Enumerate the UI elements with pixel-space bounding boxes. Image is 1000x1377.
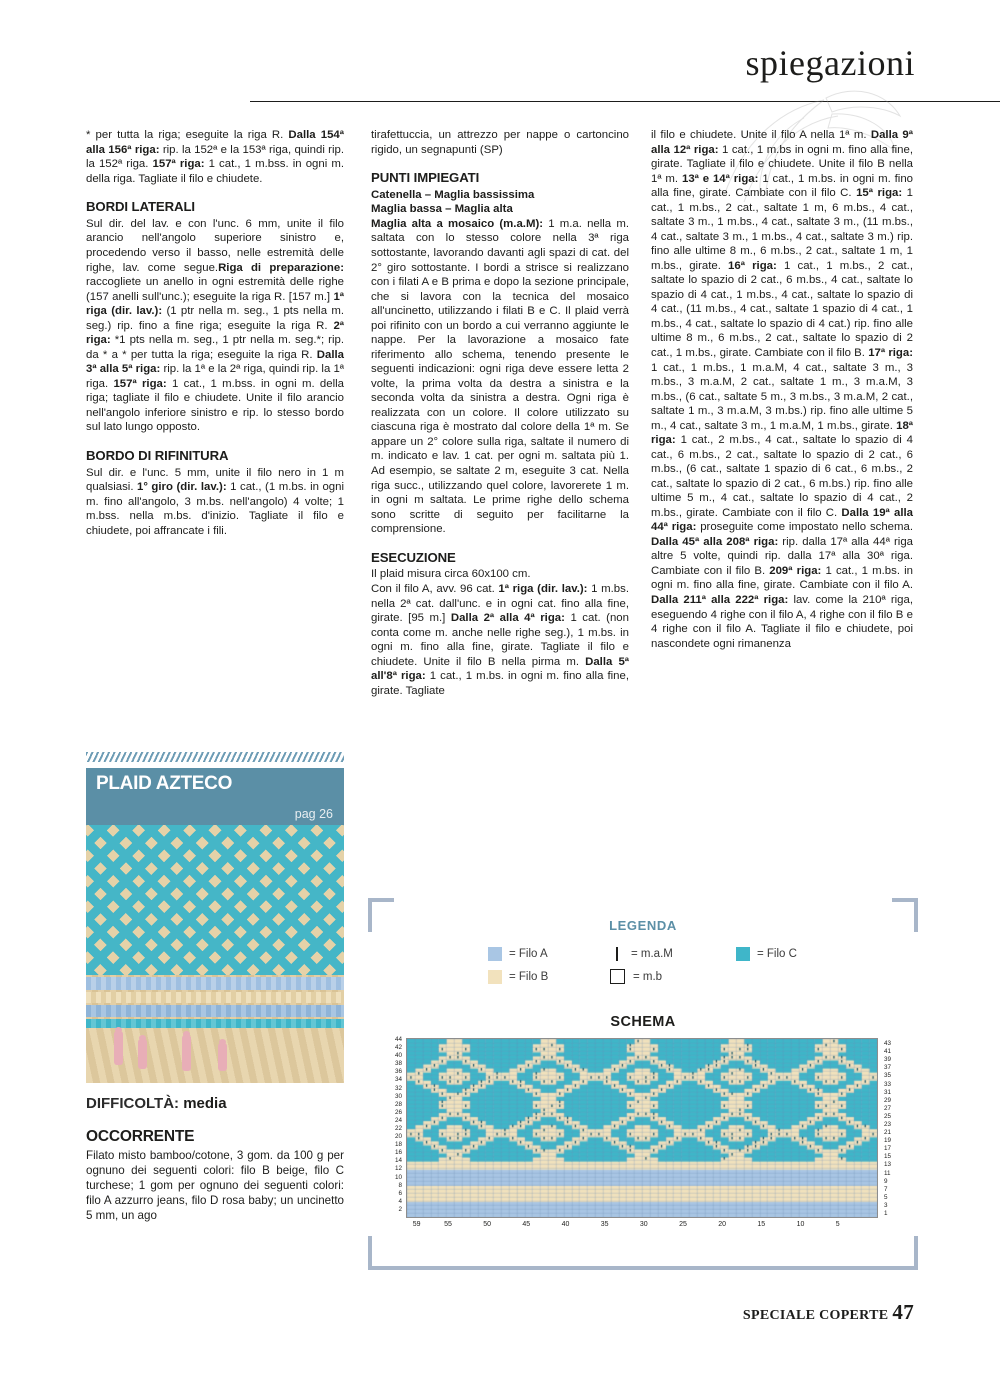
text-run: proseguite come impostato nello schema. [696, 521, 914, 534]
schema-title: SCHEMA [610, 1014, 676, 1030]
legend-label-filo-b: = Filo B [509, 970, 549, 983]
card-page-reference: pag 26 [294, 807, 333, 821]
emphasis-run: 1° giro (dir. lav.): [137, 481, 227, 494]
text-run: Sul dir. e l'unc. 5 mm, unite il filo nero in 1 m qualsiasi. [86, 466, 344, 494]
text-run: * per tutta la riga; eseguite la riga R. [86, 129, 289, 141]
axis-tick-right: 27 [884, 1104, 892, 1112]
axis-tick-bottom: 40 [561, 1221, 570, 1228]
emphasis-run: Maglia alta a mosaico (m.a.M): [371, 217, 544, 230]
axis-tick-left: 44 [394, 1036, 402, 1044]
paragraph-continuation [86, 128, 344, 186]
emphasis-run: Dalla 3ª alla 5ª riga: [86, 348, 344, 376]
chart-axis-bottom [406, 1220, 878, 1234]
axis-tick-left: 38 [394, 1060, 402, 1068]
punti-line-1: Catenella – Maglia bassissima [371, 188, 535, 201]
legend-label-mam: = m.a.M [631, 947, 673, 960]
text-column-2 [371, 128, 629, 698]
axis-tick-right: 9 [884, 1177, 888, 1185]
axis-tick-left: 18 [394, 1141, 402, 1149]
axis-tick-right: 29 [884, 1096, 892, 1104]
emphasis-run: Dalla 9ª alla 12ª riga: [651, 129, 913, 156]
text-run: lav. come la 210ª riga, eseguendo 4 righe con il filo A, 4 righe con il filo B e 4 righe con il filo A. Tagliate il filo e chiudete, poi nascondete ogni rimanenza [651, 594, 913, 650]
axis-tick-left: 24 [394, 1116, 402, 1124]
footer-page-number: 47 [892, 1300, 914, 1324]
legend-item-filo-a [488, 942, 548, 965]
axis-tick-bottom: 25 [679, 1221, 687, 1228]
axis-tick-right: 7 [884, 1185, 888, 1193]
difficolta-block [86, 1095, 344, 1112]
page-footer [743, 1300, 914, 1325]
page-masthead [0, 0, 1000, 110]
emphasis-run: Dalla 2ª alla 4ª riga: [450, 612, 565, 625]
text-run: 1 cat., 1 m.bs in ogni m. fino alla fine, girate. Tagliate il filo e chiudete. Unite il filo B nella 1ª m. [651, 143, 913, 185]
text-run: il filo e chiudete. Unite il filo A nella 1ª m. [651, 129, 871, 141]
axis-tick-left: 14 [394, 1157, 402, 1165]
text-run: Sul dir. del lav. e con l'unc. 6 mm, unite il filo arancio nell'angolo superiore sinistro e, procedendo verso il basso, nelle estremità delle righe, lav. come segue. [86, 217, 344, 274]
axis-tick-left: 40 [394, 1052, 402, 1060]
text-column-3 [651, 128, 913, 651]
axis-tick-right: 33 [884, 1080, 892, 1088]
panel-bracket-bottom-left [368, 1236, 372, 1270]
axis-tick-bottom: 59 [412, 1221, 421, 1228]
text-run: 1 cat., (1 m.bs. in ogni m. fino all'angolo, 3 m.bs. nell'angolo) 4 volte; 1 m.bss. nella m.bs. d'inizio. Tagliate il filo e chiudete, poi affrancate i fili. [86, 481, 344, 537]
axis-tick-bottom: 30 [639, 1221, 648, 1228]
axis-tick-right: 37 [884, 1064, 892, 1072]
paragraph-rows-instructions [651, 128, 913, 651]
plaid-azteco-card [86, 768, 344, 1083]
emphasis-run: 209ª riga: [769, 564, 822, 577]
emphasis-run: Dalla 211ª alla 222ª riga: [651, 594, 789, 606]
card-title: PLAID AZTECO [96, 773, 233, 794]
emphasis-run: 17ª riga: [868, 346, 913, 359]
axis-tick-bottom: 20 [718, 1221, 727, 1228]
axis-tick-left: 22 [394, 1125, 402, 1133]
text-run: *1 pts nella m. seg., 1 ptr nella m. seg.*; rip. da * a * per tutta la riga; eseguite la riga R. [86, 334, 344, 361]
axis-tick-left: 8 [398, 1181, 402, 1189]
axis-tick-right: 41 [884, 1048, 892, 1056]
axis-tick-bottom: 15 [757, 1221, 766, 1228]
schema-grid-canvas [407, 1039, 877, 1217]
text-run: 1 cat., 1 m.bs., 1 m.a.M, 4 cat., saltate 3 m., 3 m.bs., 3 m.a.M, 2 cat., saltate 1 m., 3 m.a.M, 3 m.bs., (6 cat., saltate 5 m., 3 m.bs., 3 m.a.M, 2 cat., saltate 1 m., 3 m.a.M, 3 m.bs.) rip. fino alle ultime 5 m., 4 cat., saltate 3 m., 1 m.a.M, 1 m.bs., girate. [651, 361, 913, 432]
text-run: rip. la 152ª e la 153ª riga, quindi rip. la 152ª riga. [86, 143, 345, 171]
legend-column-right [736, 942, 797, 965]
occorrente-text: Filato misto bamboo/cotone, 3 gom. da 100 g per ognuno dei seguenti colori: filo B beige, filo C turchese; 1 gom per ognuno dei seguenti colori: filo A azzurro jeans, filo D rosa baby; un uncinetto 5 mm, un ago [86, 1149, 344, 1223]
heading-bordi-laterali: BORDI LATERALI [86, 199, 195, 215]
axis-tick-right: 31 [884, 1088, 892, 1096]
swatch-filo-b-icon [488, 970, 502, 984]
axis-tick-left: 30 [394, 1092, 402, 1100]
text-run: 1 cat., 2 m.bs., 4 cat., saltate lo spazio di 4 cat., 6 m.bs., 2 cat., saltate lo spazio di 2 cat., 6 m.bs., (6 cat., saltate 1 spazio di 6 cat., 6 m.bs., 2 cat., saltate lo spazio di 2 cat., 6 m.bs.) rip. fino alle ultime 5 m., 4 cat., saltate lo spazio di 4 cat., 2 m.bs., girate. Cambiate con il filo C. [651, 434, 913, 519]
heading-punti-impiegati: PUNTI IMPIEGATI [371, 170, 480, 186]
emphasis-run: Dalla 5ª all'8ª riga: [371, 655, 629, 683]
page-title: spiegazioni [745, 43, 915, 83]
axis-tick-right: 5 [884, 1193, 888, 1201]
emphasis-run: 1ª riga (dir. lav.): [86, 290, 344, 318]
axis-tick-left: 28 [394, 1100, 402, 1108]
paragraph-materials-continuation [371, 128, 629, 157]
text-run: 1 cat., 1 m.bss. in ogni m. della riga. Tagliate il filo e chiudete. [86, 158, 344, 185]
axis-tick-right: 1 [884, 1209, 888, 1217]
emphasis-run: Dalla 154ª alla 156ª riga: [86, 129, 344, 156]
punti-line-2: Maglia bassa – Maglia alta [371, 203, 513, 216]
axis-tick-bottom: 5 [835, 1221, 840, 1228]
emphasis-run: 157ª riga: [152, 158, 205, 171]
emphasis-run: 157ª riga: [113, 377, 167, 390]
axis-tick-left: 12 [394, 1165, 402, 1173]
chart-axis-left [382, 1038, 404, 1216]
axis-tick-bottom: 50 [483, 1221, 492, 1228]
axis-tick-left: 10 [394, 1173, 402, 1181]
axis-tick-bottom: 35 [600, 1221, 609, 1228]
legend-item-filo-c [736, 942, 797, 965]
emphasis-run: Dalla 19ª alla 44ª riga: [651, 506, 913, 534]
masthead-rule [250, 101, 1000, 102]
card-header [86, 768, 344, 825]
axis-tick-left: 26 [394, 1108, 402, 1116]
schema-panel [368, 898, 918, 1270]
paragraph-esecuzione [371, 567, 629, 698]
axis-tick-left: 6 [398, 1189, 402, 1197]
emphasis-run: Dalla 45ª alla 208ª riga: [651, 535, 779, 548]
legend-label-filo-a: = Filo A [509, 947, 548, 960]
paragraph-bordi-laterali [86, 217, 344, 435]
axis-tick-right: 15 [884, 1153, 892, 1161]
legend-item-filo-b [488, 965, 548, 988]
text-column-1 [86, 128, 344, 538]
emphasis-run: 1ª riga (dir. lav.): [498, 583, 588, 595]
text-run: 1 m.a. nella m. saltata con lo stesso colore nella 3ª riga sottostante, lavorando davanti agli spazi di cat. del 2° giro sottostante. I bordi a strisce si realizzano con i filati A e B prima e dopo la sezione principale, che si lavora con la tecnica del mosaico all'uncinetto, utilizzando i filati B e C. Il plaid verrà poi rifinito con un bordo a cui verranno aggiunte le nappe. Per la lavorazione a mosaico fate riferimento allo schema, tenendo presente le seguenti indicazioni: ogni riga deve essere letta 2 volte, la prima volta da destra a sinistra e la seconda volta da sinistra a destra. Ogni riga è realizzata con un colore. Il colore utilizzato su ciascuna riga è mostrato dal colore della 1ª m. Se appare un 2° colore sulla riga, saltate il numero di m. indicato e lav. 1 cat. per ogni m. saltata più 1. Ad esempio, se saltate 2 m, eseguite 3 cat. Nella riga succ., utilizzando quel colore, lavorerete 1 m. in ogni m saltata. Le prime righe dello schema sono scritte di seguito per facilitarne la comprensione. [371, 217, 629, 536]
chart-axis-right [880, 1038, 904, 1216]
chart-grid [406, 1038, 878, 1218]
axis-tick-right: 21 [884, 1129, 892, 1137]
text-run: tirafettuccia, un attrezzo per nappe o cartoncino rigido, un segnapunti (SP) [371, 129, 629, 156]
legend-item-mb [610, 965, 673, 988]
text-run: (1 ptr nella m. seg., 1 pts nella m. seg.) rip. fino a fine riga; eseguite la riga R. [86, 305, 344, 332]
emphasis-run: Riga di preparazione: [218, 261, 345, 274]
swatch-filo-c-icon [736, 947, 750, 961]
text-run: 1 cat., 1 m.bs. in ogni m. fino alla fine, girate. Cambiate con il filo A. [651, 564, 913, 592]
text-run: rip. la 1ª e la 2ª riga, quindi rip. la 1ª riga. [86, 363, 345, 390]
axis-tick-left: 42 [394, 1044, 402, 1052]
text-run: Con il filo A, avv. 96 cat. [371, 583, 499, 595]
axis-tick-right: 13 [884, 1161, 892, 1169]
emphasis-run: 13ª e 14ª riga: [681, 172, 759, 185]
axis-tick-right: 43 [884, 1040, 892, 1048]
legend-column-left [488, 942, 548, 988]
heading-occorrente: OCCORRENTE [86, 1128, 195, 1145]
paragraph-bordo-rifinitura [86, 466, 344, 539]
axis-tick-right: 3 [884, 1201, 888, 1209]
axis-tick-right: 35 [884, 1072, 892, 1080]
schema-chart [382, 1038, 904, 1234]
text-run: rip. dalla 17ª alla 44ª riga altre 5 volte, quindi rip. dalla 17ª alla 30ª riga. Cambiate con il filo B. [651, 535, 913, 577]
legend-item-mam [610, 942, 673, 965]
axis-tick-right: 25 [884, 1112, 892, 1120]
paragraph-maglia-alta-mosaico [371, 217, 629, 537]
axis-tick-left: 2 [398, 1205, 402, 1213]
emphasis-run: 18ª riga: [651, 419, 913, 447]
axis-tick-right: 11 [884, 1169, 891, 1177]
text-run: 1 cat., 1 m.bs., 2 cat., saltate lo spazio di 2 cat., 6 m.bs., 4 cat., saltate lo spazio di 4 cat., 1 m.bs., 4 cat., saltate lo spazio di 4 cat., (11 m.bs., 4 cat., saltate 1 spazio di 4 cat., 1 m.bs., 4 cat., saltate lo spazio di 4 cat.) rip. fino alle ultime 8 m., 6 m.bs., 2 cat., saltate lo spazio di 2 cat., 1 m.bs., girate. Cambiate con il filo B. [651, 259, 913, 359]
text-run: 1 cat., 1 m.bs., 2 cat., saltate 1 m, 6 m.bs., 4 cat., saltate 3 m., 1 m.bs., 4 cat., saltate 3 m., (11 m.bs., 4 cat., saltate 3 m., 1 m.bs., 4 cat., saltate 3 m.) rip. fino alle ultime 8 m., 6 m.bs., 2 cat., saltate 1 m, 1 m.bs., girate. [651, 187, 913, 272]
axis-tick-left: 34 [394, 1076, 402, 1084]
axis-tick-right: 39 [884, 1056, 892, 1064]
text-run: 1 m.bs. nella 2ª cat. dall'unc. e in ogni cat. fino alla fine, girate. [95 m.] [371, 583, 630, 625]
zigzag-divider [86, 752, 344, 762]
heading-bordo-di-rifinitura: BORDO DI RIFINITURA [86, 447, 229, 463]
swatch-filo-a-icon [488, 947, 502, 961]
emphasis-run: 16ª riga: [728, 259, 777, 272]
square-mb-icon [610, 969, 625, 984]
axis-tick-right: 19 [884, 1137, 892, 1145]
axis-tick-left: 16 [394, 1149, 402, 1157]
axis-tick-bottom: 55 [444, 1221, 452, 1228]
difficolta-label: DIFFICOLTÀ: [86, 1095, 180, 1112]
axis-tick-left: 32 [394, 1084, 402, 1092]
footer-label: SPECIALE COPERTE [742, 1308, 889, 1323]
axis-tick-left: 36 [394, 1068, 402, 1076]
axis-tick-left: 20 [394, 1133, 402, 1141]
axis-tick-bottom: 10 [796, 1221, 805, 1228]
legend-label-mb: = m.b [633, 970, 663, 983]
difficolta-value: media [183, 1095, 227, 1112]
bar-mam-icon [610, 947, 624, 961]
text-run: Il plaid misura circa 60x100 cm. [371, 568, 531, 581]
emphasis-run: 2ª riga: [86, 319, 344, 347]
emphasis-run: 15ª riga: [856, 187, 903, 200]
axis-tick-right: 23 [884, 1120, 892, 1128]
panel-bracket-bottom-right [914, 1236, 918, 1270]
text-run: 1 cat., 1 m.bss. in ogni m. della riga; tagliate il filo e chiudete. Unite il filo arancio nell'angolo inferiore sinistro e rip. lo stesso bordo sul lato lungo opposto. [86, 377, 344, 434]
text-run: 1 cat., 1 m.bs. in ogni m. fino alla fine, girate. Tagliate [371, 670, 629, 697]
panel-bracket-bottom [368, 1266, 918, 1270]
text-run: 1 cat. (non conta come m. anche nelle righe seg.), 1 m.bs. in ogni m. fino alla fine, girate. Tagliate il filo e chiudete. Unite il filo B nella pirma m. [371, 612, 629, 668]
heading-esecuzione: ESECUZIONE [371, 549, 456, 565]
legend-title: LEGENDA [609, 918, 677, 933]
plaid-photo [86, 825, 344, 1083]
axis-tick-bottom: 45 [522, 1221, 531, 1228]
axis-tick-right: 17 [884, 1145, 892, 1153]
text-run: 1 cat., 1 m.bs. in ogni m. fino alla fine, girate. Cambiate con il filo C. [651, 172, 913, 200]
text-run: raccogliete un anello in ogni estremità delle righe (157 anelli sull'unc.); eseguite la riga R. [157 m.] [86, 276, 344, 303]
legend-column-middle [610, 942, 673, 988]
axis-tick-left: 4 [398, 1197, 402, 1205]
legend-label-filo-c: = Filo C [757, 947, 797, 960]
